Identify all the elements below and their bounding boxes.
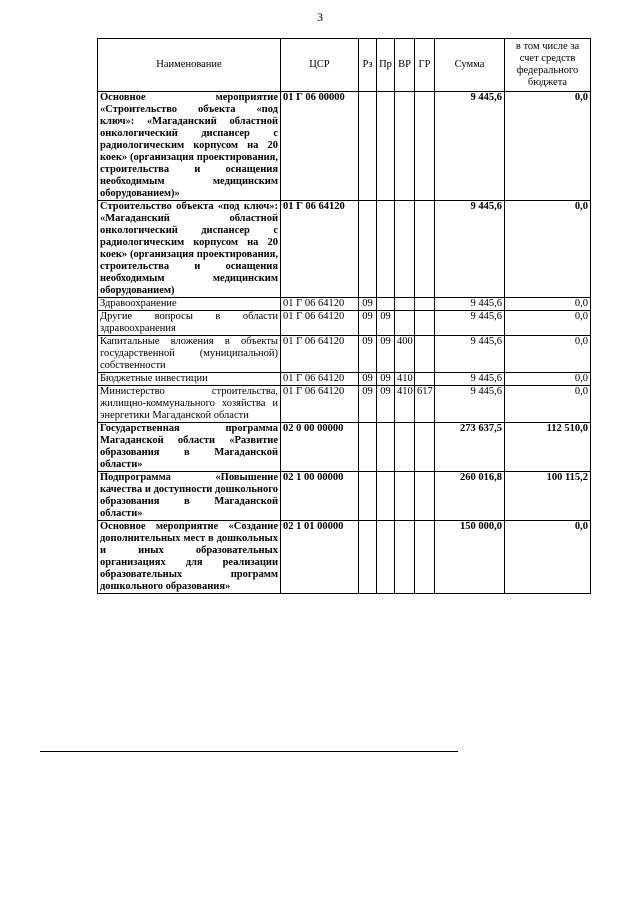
cell-csr: 02 0 00 00000 (281, 423, 359, 472)
cell-sum: 9 445,6 (435, 336, 505, 373)
cell-name: Строительство объекта «под ключ»: «Магаданский областной онкологический диспансер с радиологическим корпусом на 20 коек» (организация проектирования, строительства и оснащения необходимым медицинским оборудованием) (98, 201, 281, 298)
cell-federal: 0,0 (505, 521, 591, 594)
cell-rz (359, 472, 377, 521)
cell-name: Министерство строительства, жилищно-коммунального хозяйства и энергетики Магаданской области (98, 386, 281, 423)
cell-federal: 0,0 (505, 298, 591, 311)
table-row (98, 201, 591, 298)
cell-gr: 617 (415, 386, 435, 423)
cell-vr (395, 423, 415, 472)
cell-rz (359, 201, 377, 298)
cell-csr: 02 1 00 00000 (281, 472, 359, 521)
cell-vr: 400 (395, 336, 415, 373)
cell-federal: 0,0 (505, 92, 591, 201)
cell-rz: 09 (359, 373, 377, 386)
table-row (98, 311, 591, 336)
cell-vr (395, 521, 415, 594)
cell-rz (359, 521, 377, 594)
cell-rz: 09 (359, 311, 377, 336)
budget-table (97, 38, 591, 594)
cell-name: Основное мероприятие «Создание дополнительных мест в дошкольных и иных образовательных организациях для реализации образовательных программ дошкольного образования» (98, 521, 281, 594)
table-row (98, 336, 591, 373)
cell-csr: 01 Г 06 64120 (281, 373, 359, 386)
page-number: 3 (317, 10, 323, 24)
cell-gr (415, 472, 435, 521)
header-csr: ЦСР (281, 39, 359, 92)
table-row (98, 373, 591, 386)
cell-name: Другие вопросы в области здравоохранения (98, 311, 281, 336)
cell-federal: 0,0 (505, 386, 591, 423)
cell-pr (377, 472, 395, 521)
cell-pr: 09 (377, 373, 395, 386)
cell-vr (395, 92, 415, 201)
cell-rz (359, 423, 377, 472)
header-rz: Рз (359, 39, 377, 92)
cell-rz (359, 92, 377, 201)
cell-gr (415, 423, 435, 472)
cell-csr: 01 Г 06 64120 (281, 336, 359, 373)
cell-federal: 0,0 (505, 311, 591, 336)
cell-pr (377, 423, 395, 472)
table-row (98, 298, 591, 311)
cell-rz: 09 (359, 336, 377, 373)
table-row (98, 521, 591, 594)
cell-sum: 9 445,6 (435, 373, 505, 386)
header-sum: Сумма (435, 39, 505, 92)
cell-sum: 9 445,6 (435, 311, 505, 336)
cell-csr: 01 Г 06 64120 (281, 311, 359, 336)
cell-federal: 112 510,0 (505, 423, 591, 472)
cell-gr (415, 521, 435, 594)
cell-vr: 410 (395, 386, 415, 423)
cell-gr (415, 311, 435, 336)
cell-csr: 02 1 01 00000 (281, 521, 359, 594)
cell-pr (377, 298, 395, 311)
cell-federal: 100 115,2 (505, 472, 591, 521)
cell-gr (415, 201, 435, 298)
cell-gr (415, 92, 435, 201)
cell-vr (395, 298, 415, 311)
table-body (98, 92, 591, 594)
cell-sum: 150 000,0 (435, 521, 505, 594)
cell-rz: 09 (359, 298, 377, 311)
header-pr: Пр (377, 39, 395, 92)
cell-gr (415, 298, 435, 311)
cell-pr (377, 521, 395, 594)
cell-sum: 9 445,6 (435, 386, 505, 423)
cell-pr: 09 (377, 336, 395, 373)
cell-name: Капитальные вложения в объекты государственной (муниципальной) собственности (98, 336, 281, 373)
cell-name: Государственная программа Магаданской области «Развитие образования в Магаданской области» (98, 423, 281, 472)
cell-vr (395, 472, 415, 521)
cell-rz: 09 (359, 386, 377, 423)
cell-vr (395, 311, 415, 336)
cell-sum: 9 445,6 (435, 298, 505, 311)
header-name: Наименование (98, 39, 281, 92)
cell-name: Здравоохранение (98, 298, 281, 311)
cell-gr (415, 373, 435, 386)
cell-sum: 273 637,5 (435, 423, 505, 472)
table-header-row (98, 39, 591, 92)
cell-name: Подпрограмма «Повышение качества и доступности дошкольного образования в Магаданской области» (98, 472, 281, 521)
cell-sum: 260 016,8 (435, 472, 505, 521)
cell-csr: 01 Г 06 64120 (281, 386, 359, 423)
table-row (98, 386, 591, 423)
cell-pr: 09 (377, 311, 395, 336)
header-federal: в том числе за счет средств федерального бюджета (505, 39, 591, 92)
cell-name: Бюджетные инвестиции (98, 373, 281, 386)
cell-federal: 0,0 (505, 373, 591, 386)
cell-pr: 09 (377, 386, 395, 423)
footer-rule (40, 751, 458, 752)
header-vr: ВР (395, 39, 415, 92)
table-row (98, 423, 591, 472)
cell-csr: 01 Г 06 64120 (281, 201, 359, 298)
cell-pr (377, 201, 395, 298)
table-row (98, 472, 591, 521)
cell-vr: 410 (395, 373, 415, 386)
cell-name: Основное мероприятие «Строительство объекта «под ключ»: «Магаданский областной онкологический диспансер с радиологическим корпусом на 20 коек» (организация проектирования, строительства и оснащения необходимым медицинским оборудованием)» (98, 92, 281, 201)
cell-csr: 01 Г 06 00000 (281, 92, 359, 201)
cell-federal: 0,0 (505, 336, 591, 373)
cell-sum: 9 445,6 (435, 201, 505, 298)
header-gr: ГР (415, 39, 435, 92)
table-row (98, 92, 591, 201)
cell-csr: 01 Г 06 64120 (281, 298, 359, 311)
cell-pr (377, 92, 395, 201)
cell-federal: 0,0 (505, 201, 591, 298)
cell-vr (395, 201, 415, 298)
cell-gr (415, 336, 435, 373)
cell-sum: 9 445,6 (435, 92, 505, 201)
